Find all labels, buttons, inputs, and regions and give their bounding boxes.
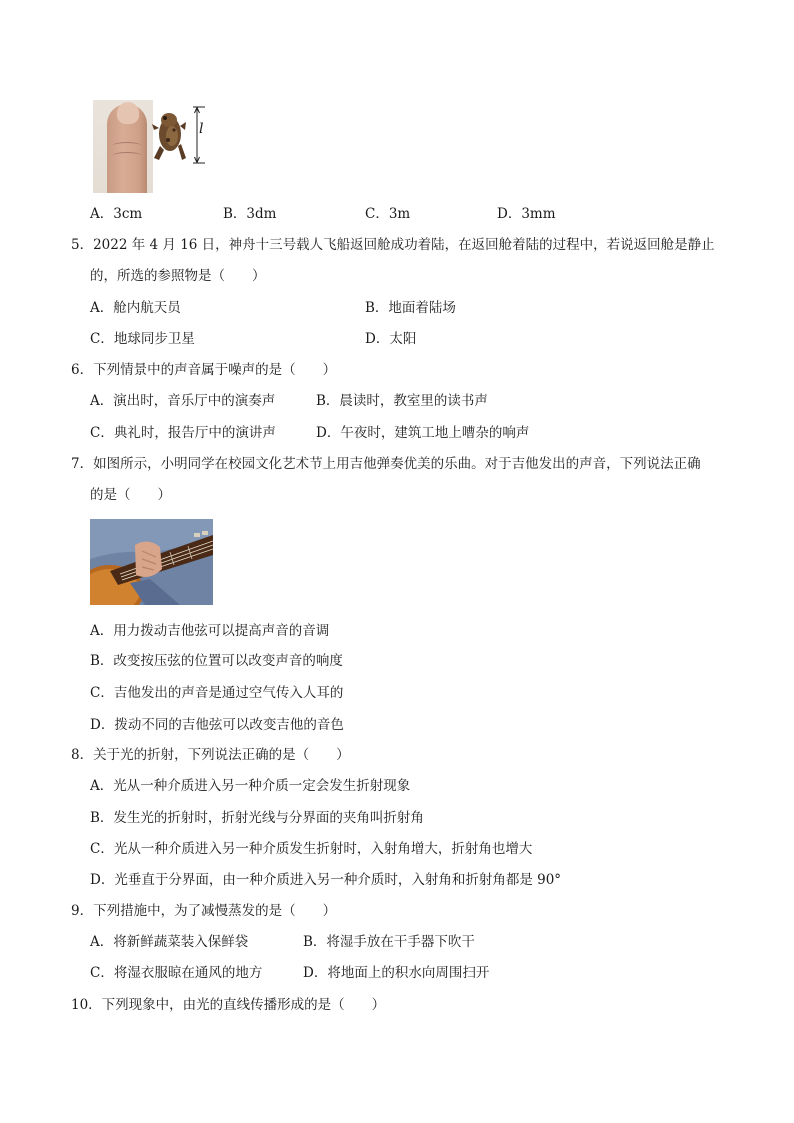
q7-option-c: C．吉他发出的声音是通过空气传入人耳的	[90, 685, 344, 701]
q4-option-a: A．3cm	[90, 206, 143, 222]
q8-option-c: C．光从一种介质进入另一种介质发生折射时，入射角增大，折射角也增大	[90, 841, 533, 857]
thumb-photo	[93, 100, 153, 193]
q7-option-d: D．拨动不同的吉他弦可以改变吉他的音色	[90, 717, 344, 733]
frog-image	[150, 108, 186, 164]
q7-stem-line2: 的是（ ）	[90, 487, 171, 503]
q5-stem-line1: 5．2022 年 4 月 16 日，神舟十三号载人飞船返回舱成功着陆，在返回舱着陆的过程中，若说返回舱是静止	[71, 237, 715, 253]
q8-stem: 8．关于光的折射，下列说法正确的是（ ）	[71, 747, 350, 763]
q7-option-b: B．改变按压弦的位置可以改变声音的响度	[90, 653, 343, 669]
q7-option-a: A．用力拨动吉他弦可以提高声音的音调	[90, 623, 330, 639]
q9-stem: 9．下列措施中，为了减慢蒸发的是（ ）	[71, 903, 337, 919]
knuckle-fold	[113, 152, 141, 159]
q10-stem: 10．下列现象中，由光的直线传播形成的是（ ）	[71, 997, 386, 1013]
q9-option-b: B．将湿手放在干手器下吹干	[303, 934, 475, 950]
knuckle-fold	[113, 142, 141, 149]
length-label: l	[199, 121, 204, 137]
guitar-photo	[90, 519, 213, 605]
q4-option-b: B．3dm	[223, 206, 277, 222]
q7-stem-line1: 7．如图所示，小明同学在校园文化艺术节上用吉他弹奏优美的乐曲。对于吉他发出的声音，下列说法正确	[71, 456, 701, 472]
q5-stem-line2: 的，所选的参照物是（ ）	[90, 268, 266, 284]
q8-option-b: B．发生光的折射时，折射光线与分界面的夹角叫折射角	[90, 810, 424, 826]
q5-option-a: A．舱内航天员	[90, 300, 181, 316]
q6-option-d: D．午夜时，建筑工地上嘈杂的响声	[316, 425, 530, 441]
q6-option-a: A．演出时，音乐厅中的演奏声	[90, 393, 276, 409]
q8-option-a: A．光从一种介质进入另一种介质一定会发生折射现象	[90, 778, 411, 794]
q5-option-b: B．地面着陆场	[365, 300, 456, 316]
q4-option-c: C．3m	[365, 206, 411, 222]
q6-option-c: C．典礼时，报告厅中的演讲声	[90, 425, 276, 441]
q5-option-d: D．太阳	[365, 331, 417, 347]
q6-option-b: B．晨读时，教室里的读书声	[316, 393, 488, 409]
q4-option-d: D．3mm	[497, 206, 556, 222]
q6-stem: 6．下列情景中的声音属于噪声的是（ ）	[71, 362, 337, 378]
q9-option-c: C．将湿衣服晾在通风的地方	[90, 965, 263, 981]
q9-option-d: D．将地面上的积水向周围扫开	[303, 965, 490, 981]
thumbnail-shape	[117, 102, 139, 124]
q5-option-c: C．地球同步卫星	[90, 331, 195, 347]
q8-option-d: D．光垂直于分界面，由一种介质进入另一种介质时，入射角和折射角都是 90°	[90, 872, 562, 888]
q9-option-a: A．将新鲜蔬菜装入保鲜袋	[90, 934, 249, 950]
